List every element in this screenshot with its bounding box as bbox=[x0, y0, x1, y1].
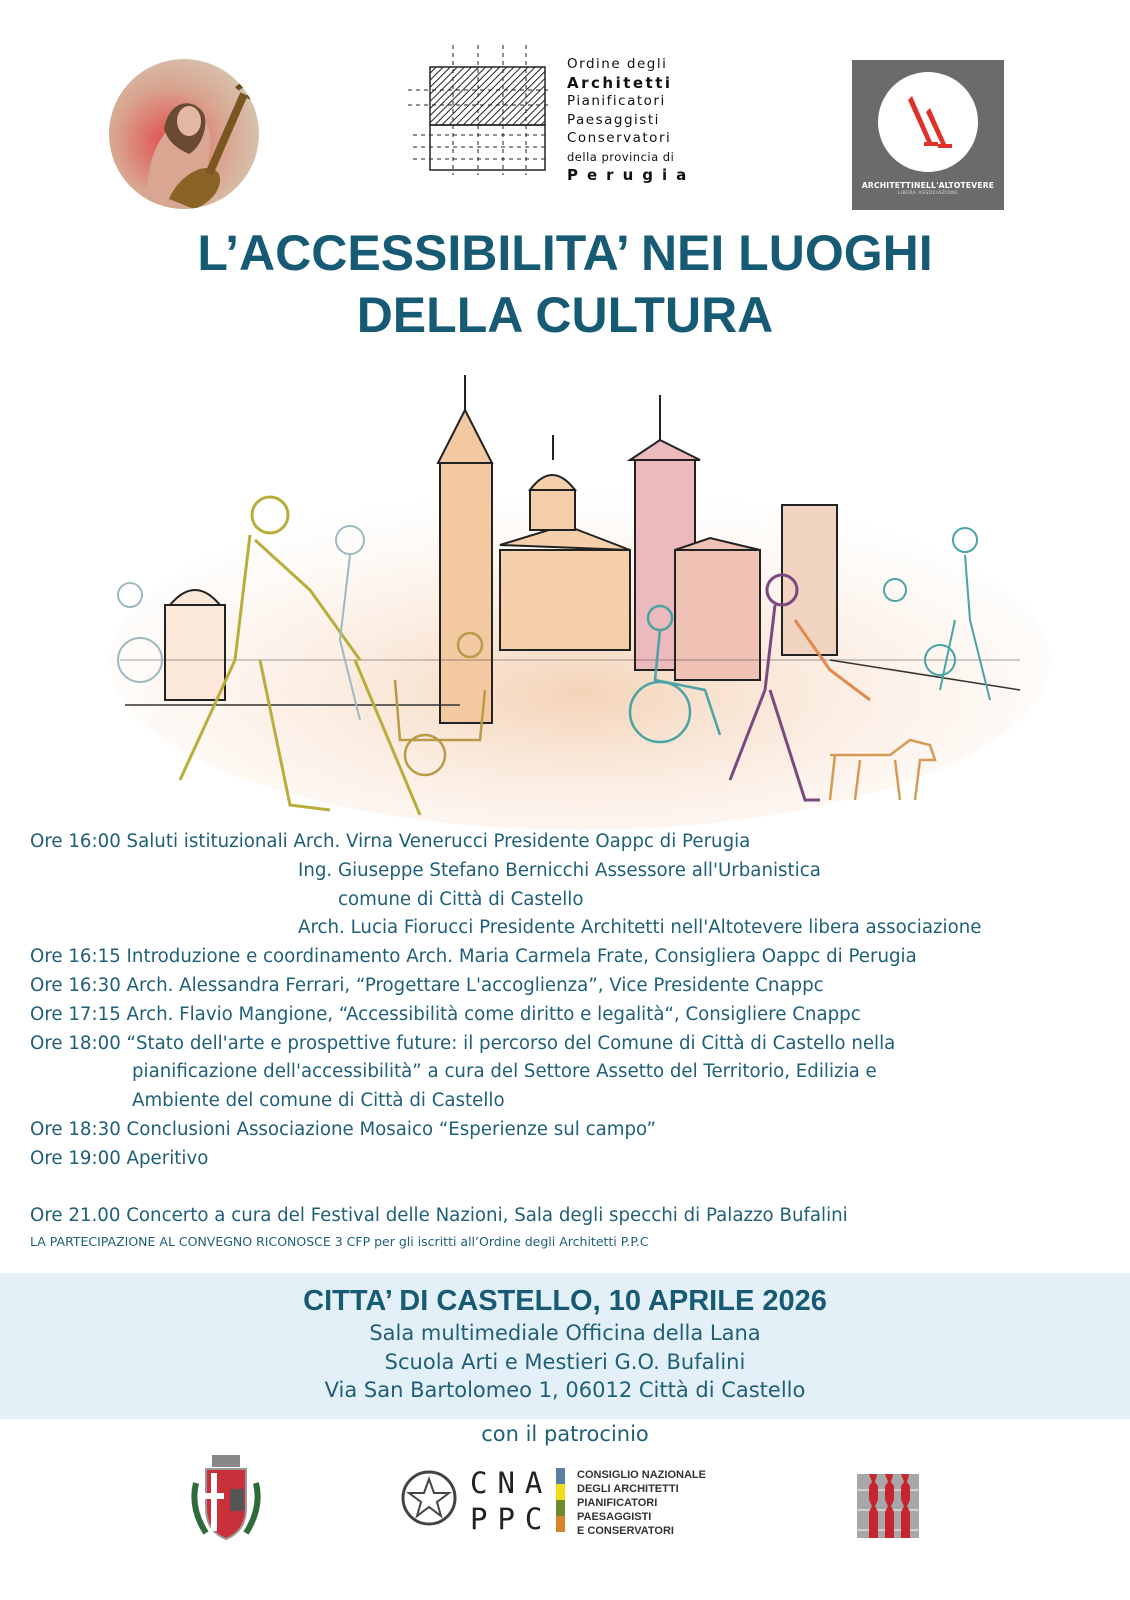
ordine-line: Perugia bbox=[567, 166, 696, 184]
patronage-label: con il patrocinio bbox=[481, 1422, 649, 1446]
musician-medallion-logo bbox=[109, 59, 259, 209]
program-item: comune di Città di Castello bbox=[338, 888, 584, 910]
venue-line: Via San Bartolomeo 1, 06012 Città di Castello bbox=[324, 1378, 806, 1402]
venue-line: Scuola Arti e Mestieri G.O. Bufalini bbox=[384, 1349, 746, 1374]
skyline-people-icon bbox=[60, 360, 1060, 830]
cnappc-line: E CONSERVATORI bbox=[577, 1525, 674, 1537]
ordine-architetti-perugia-logo bbox=[400, 35, 700, 210]
program-item: Ore 16:00 Saluti istituzionali Arch. Virna Venerucci Presidente Oappc di Perugia bbox=[30, 831, 751, 852]
venue-heading: CITTA’ DI CASTELLO, 10 APRILE 2026 bbox=[303, 1285, 827, 1317]
program-item: pianificazione dell'accessibilità” a cura del Settore Assetto del Territorio, Edilizia e bbox=[132, 1061, 877, 1083]
lute-player-icon bbox=[109, 59, 259, 209]
ordine-line: Pianificatori bbox=[567, 93, 666, 109]
cnappc-color-bar bbox=[556, 1468, 565, 1532]
program-item: Arch. Lucia Fiorucci Presidente Architetti nell'Altotevere libera associazione bbox=[298, 917, 982, 939]
program-list bbox=[30, 828, 1110, 1251]
program-item: Ore 18:30 Conclusioni Associazione Mosaico “Esperienze sul campo” bbox=[30, 1118, 656, 1140]
ordine-line: della provincia di bbox=[567, 149, 675, 164]
cnappc-line: PIANIFICATORI bbox=[577, 1497, 658, 1509]
grid-hatch-icon bbox=[408, 45, 548, 175]
cnappc-line: CONSIGLIO NAZIONALE bbox=[577, 1469, 706, 1481]
altotevere-name: ARCHITETTINELL'ALTOTEVERE bbox=[861, 181, 995, 190]
architetti-altotevere-logo bbox=[852, 60, 1004, 210]
cnappc-line: PAESAGGISTI bbox=[577, 1511, 652, 1523]
concert-item: Ore 21.00 Concerto a cura del Festival delle Nazioni, Sala degli specchi di Palazzo Bufalini bbox=[30, 1205, 848, 1227]
comune-crest-logo bbox=[188, 1453, 264, 1545]
altotevere-subtitle: LIBERA ASSOCIAZIONE bbox=[897, 191, 959, 196]
red-columns-icon bbox=[857, 1474, 919, 1538]
ordine-line: Ordine degli bbox=[567, 56, 668, 72]
program-item: Ore 16:15 Introduzione e coordinamento Arch. Maria Carmela Frate, Consigliera Oappc di Perugia bbox=[30, 946, 917, 968]
cnappc-name bbox=[577, 1468, 706, 1538]
page-title bbox=[0, 222, 1130, 346]
program-item: Ore 17:15 Arch. Flavio Mangione, “Accessibilità come diritto e legalità“, Consigliere Cnappc bbox=[30, 1003, 861, 1025]
cfp-note: LA PARTECIPAZIONE AL CONVEGNO RICONOSCE 3 CFP per gli iscritti all’Ordine degli Architetti P.P.C bbox=[30, 1234, 649, 1250]
venue-line: Sala multimediale Officina della Lana bbox=[369, 1321, 761, 1345]
program-item: Ore 16:30 Arch. Alessandra Ferrari, “Progettare L'accoglienza”, Vice Presidente Cnappc bbox=[30, 974, 824, 996]
coat-of-arms-icon bbox=[188, 1453, 264, 1545]
program-item: Ing. Giuseppe Stefano Bernicchi Assessore all'Urbanistica bbox=[298, 859, 821, 881]
ordine-line: Paesaggisti bbox=[567, 111, 660, 128]
regione-umbria-logo bbox=[857, 1474, 919, 1538]
city-accessibility-illustration bbox=[60, 360, 1060, 830]
ordine-logo-text bbox=[567, 55, 695, 185]
italian-republic-emblem bbox=[397, 1465, 461, 1535]
program-item: Ambiente del comune di Città di Castello bbox=[132, 1090, 505, 1112]
cnappc-letters-row: CNA bbox=[470, 1466, 553, 1500]
title-line-2: DELLA CULTURA bbox=[356, 287, 774, 343]
cnappc-letters bbox=[470, 1465, 552, 1537]
ordine-line: Architetti bbox=[567, 73, 673, 92]
title-line-1: L’ACCESSIBILITA’ NEI LUOGHI bbox=[197, 225, 933, 281]
program-item: Ore 19:00 Aperitivo bbox=[30, 1147, 209, 1169]
cnappc-line: DEGLI ARCHITETTI bbox=[577, 1483, 679, 1495]
ordine-line: Conservatori bbox=[567, 130, 672, 146]
star-emblem-icon bbox=[397, 1465, 461, 1535]
altotevere-emblem bbox=[878, 72, 978, 172]
venue-band bbox=[0, 1273, 1130, 1419]
program-item: Ore 18:00 “Stato dell'arte e prospettive future: il percorso del Comune di Città di Castello nella bbox=[30, 1032, 896, 1054]
cnappc-letters-row: PPC bbox=[470, 1502, 553, 1536]
double-a-icon bbox=[878, 72, 978, 172]
